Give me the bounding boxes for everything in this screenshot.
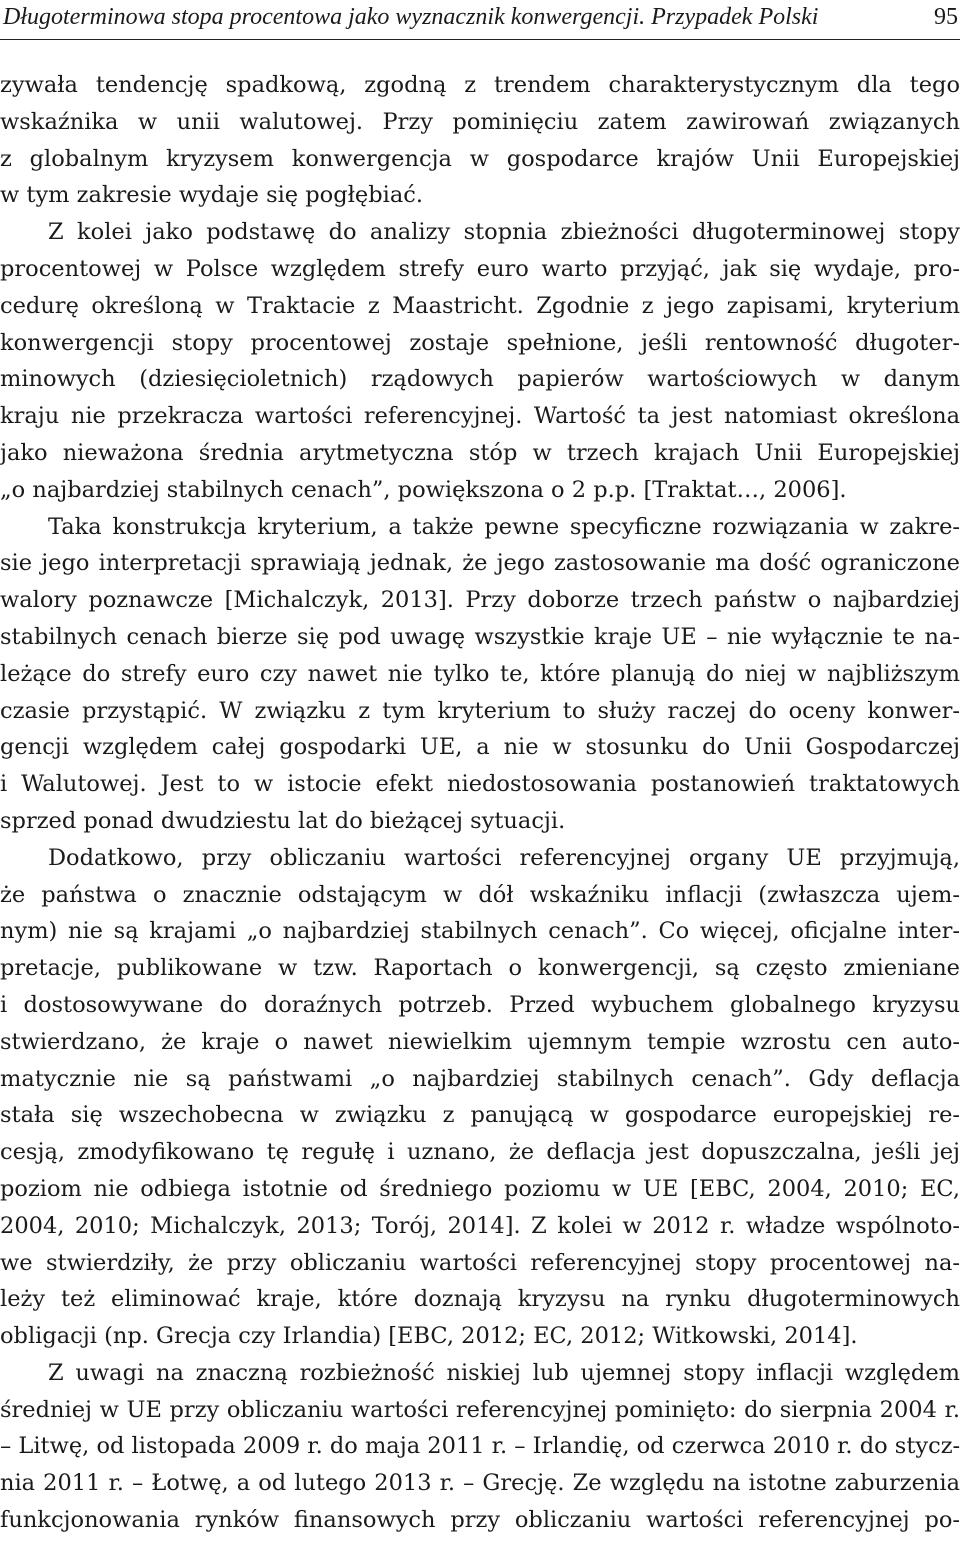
text-line: sie jego interpretacji sprawiają jednak, że jego zastosowanie ma dość ograniczone [0, 550, 960, 577]
text-line: 2004, 2010; Michalczyk, 2013; Torój, 2014]. Z kolei w 2012 r. władze wspólnoto- [0, 1212, 960, 1239]
text-line: nym) nie są krajami „o najbardziej stabilnych cenach”. Co więcej, oficjalne inter- [0, 918, 960, 945]
running-header [0, 0, 960, 40]
text-line: że państwa o znacznie odstającym w dół wskaźniku inflacji (zwłaszcza ujem- [0, 881, 960, 908]
text-line: – Litwę, od listopada 2009 r. do maja 2011 r. – Irlandię, od czerwca 2010 r. do stycz- [0, 1433, 960, 1460]
text-line: i dostosowywane do doraźnych potrzeb. Przed wybuchem globalnego kryzysu [0, 991, 960, 1018]
text-line: obligacji (np. Grecja czy Irlandia) [EBC, 2012; EC, 2012; Witkowski, 2014]. [0, 1323, 858, 1350]
running-title: Długoterminowa stopa procentowa jako wyznacznik konwergencji. Przypadek Polski [3, 4, 819, 30]
text-line: Dodatkowo, przy obliczaniu wartości referencyjnej organy UE przyjmują, [48, 844, 960, 871]
text-line: jako nieważona średnia arytmetyczna stóp w trzech krajach Unii Europejskiej [0, 439, 960, 466]
text-line: Z kolei jako podstawę do analizy stopnia zbieżności długoterminowej stopy [48, 219, 960, 246]
text-line: leży też eliminować kraje, które doznają kryzysu na rynku długoterminowych [0, 1286, 960, 1313]
text-line: stała się wszechobecna w związku z panującą w gospodarce europejskiej re- [0, 1102, 960, 1129]
text-line: czasie przystąpić. W związku z tym kryterium to służy raczej do oceny konwer- [0, 697, 960, 724]
text-line: „o najbardziej stabilnych cenach”, powiększona o 2 p.p. [Traktat…, 2006]. [0, 476, 847, 503]
text-line: zywała tendencję spadkową, zgodną z trendem charakterystycznym dla tego [0, 72, 960, 98]
text-line: nia 2011 r. – Łotwę, a od lutego 2013 r. – Grecję. Ze względu na istotne zaburzenia [0, 1470, 960, 1497]
text-line: i Walutowej. Jest to w istocie efekt niedostosowania postanowień traktatowych [0, 771, 960, 798]
page-number: 95 [934, 4, 958, 30]
text-line: minowych (dziesięcioletnich) rządowych papierów wartościowych w danym [0, 366, 960, 393]
text-line: pretacje, publikowane w tzw. Raportach o konwergencji, są często zmieniane [0, 955, 960, 982]
text-line: gencji względem całej gospodarki UE, a nie w stosunku do Unii Gospodarczej [0, 734, 960, 761]
text-line: sprzed ponad dwudziestu lat do bieżącej sytuacji. [0, 807, 566, 834]
text-line: cedurę określoną w Traktacie z Maastricht. Zgodnie z jego zapisami, kryterium [0, 292, 960, 319]
text-line: funkcjonowania rynków finansowych przy obliczaniu wartości referencyjnej po- [0, 1507, 960, 1534]
text-line: stwierdzano, że kraje o nawet niewielkim ujemnym tempie wzrostu cen auto- [0, 1028, 960, 1055]
text-line: wskaźnika w unii walutowej. Przy pominięciu zatem zawirowań związanych [0, 108, 960, 135]
text-line: z globalnym kryzysem konwergencja w gospodarce krajów Unii Europejskiej [0, 145, 960, 172]
text-line: kraju nie przekracza wartości referencyjnej. Wartość ta jest natomiast określona [0, 403, 960, 430]
text-line: konwergencji stopy procentowej zostaje spełnione, jeśli rentowność długoter- [0, 329, 960, 356]
text-line: Z uwagi na znaczną rozbieżność niskiej lub ujemnej stopy inflacji względem [48, 1359, 960, 1386]
text-line: stabilnych cenach bierze się pod uwagę wszystkie kraje UE – nie wyłącznie te na- [0, 623, 960, 650]
text-line: poziom nie odbiega istotnie od średniego poziomu w UE [EBC, 2004, 2010; EC, [0, 1175, 960, 1202]
body-text [0, 67, 960, 1539]
text-line: matycznie nie są państwami „o najbardziej stabilnych cenach”. Gdy deflacja [0, 1065, 960, 1092]
text-line: w tym zakresie wydaje się pogłębiać. [0, 182, 424, 209]
text-line: procentowej w Polsce względem strefy euro warto przyjąć, jak się wydaje, pro- [0, 255, 960, 282]
text-line: Taka konstrukcja kryterium, a także pewne specyficzne rozwiązania w zakre- [48, 513, 960, 540]
text-line: cesją, zmodyfikowano tę regułę i uznano, że deflacja jest dopuszczalna, jeśli jej [0, 1139, 960, 1166]
text-line: we stwierdziły, że przy obliczaniu wartości referencyjnej stopy procentowej na- [0, 1249, 960, 1276]
text-line: walory poznawcze [Michalczyk, 2013]. Przy doborze trzech państw o najbardziej [0, 587, 960, 614]
text-line: leżące do strefy euro czy nawet nie tylko te, które planują do niej w najbliższym [0, 660, 960, 687]
text-line: średniej w UE przy obliczaniu wartości referencyjnej pominięto: do sierpnia 2004 r. [0, 1396, 960, 1423]
